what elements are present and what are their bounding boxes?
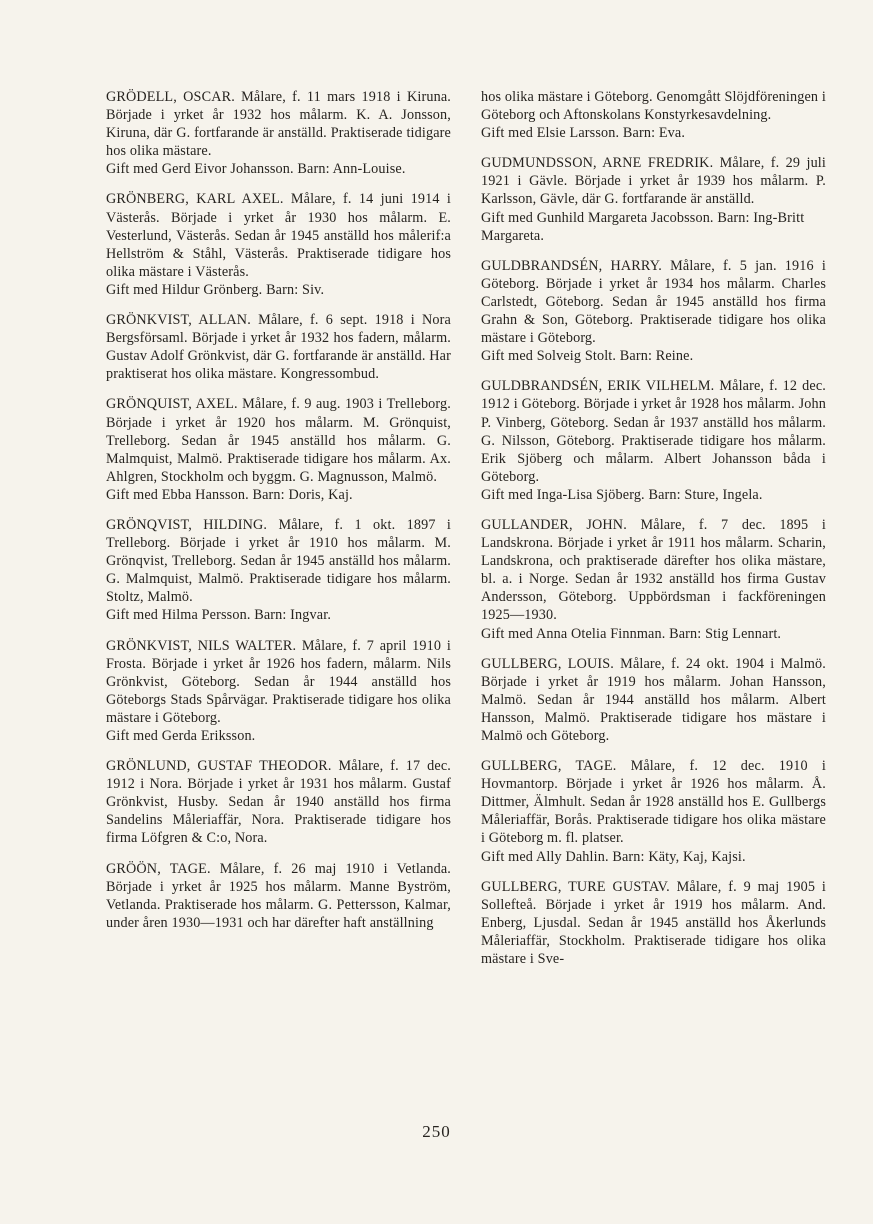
entry-family: Gift med Gerda Eriksson. (106, 728, 256, 744)
entry-family: Gift med Hilma Persson. Barn: Ingvar. (106, 607, 332, 624)
biography-entry (481, 757, 826, 866)
entry-text: GRÖNBERG, KARL AXEL. Målare, f. 14 juni 1914 i Västerås. Började i yrket år 1930 hos målarm. E. Vesterlund, Västerås. Sedan år 1945 anställd hos målerif:a Hellström & Ståhl, Västerås. Praktiserade tidigare hos olika mästare i Västerås. (106, 191, 451, 280)
biography-entry (481, 878, 826, 968)
biography-entry (481, 655, 826, 745)
biography-entry-continued (481, 88, 826, 142)
entry-text: GRÖÖN, TAGE. Målare, f. 26 maj 1910 i Vetlanda. Började i yrket år 1925 hos målarm. Manne Byström, Vetlanda. Praktiserade hos målarm. G. Pettersson, Kalmar, under åren 1930—1931 och har därefter haft anställning (106, 860, 451, 931)
entry-text: GULLBERG, TAGE. Målare, f. 12 dec. 1910 i Hovmantorp. Började i yrket år 1926 hos målarm. Å. Dittmer, Älmhult. Sedan år 1928 anställd hos E. Gullbergs Måleriaffär, Borås. Praktiserade tidigare hos olika mästare i Göteborg m. fl. platser. (481, 758, 826, 847)
entry-family: Gift med Solveig Stolt. Barn: Reine. (481, 348, 694, 365)
entry-family: Gift med Gunhild Margareta Jacobsson. Barn: Ing-Britt Margareta. (481, 209, 805, 244)
biography-entry (481, 516, 826, 643)
entry-family: Gift med Ally Dahlin. Barn: Käty, Kaj, Kajsi. (481, 848, 746, 865)
biography-entry (106, 311, 451, 383)
biography-entry (481, 377, 826, 504)
biography-entry (106, 516, 451, 625)
entry-text: GRÖDELL, OSCAR. Målare, f. 11 mars 1918 i Kiruna. Började i yrket år 1932 hos målarm. K. A. Jonsson, Kiruna, där G. fortfarande är anställd. Praktiserade tidigare hos olika mästare. (106, 89, 451, 160)
biography-entry (106, 88, 451, 178)
biography-entry (481, 154, 826, 244)
entry-text: GULLBERG, LOUIS. Målare, f. 24 okt. 1904 i Malmö. Började i yrket år 1919 hos målarm. Johan Hansson, Malmö. Sedan år 1944 anställd hos målarm. Albert Hansson, Malmö. Praktiserade tidigare hos mästare i Malmö och Göteborg. (481, 655, 826, 744)
entry-text: GULLBERG, TURE GUSTAV. Målare, f. 9 maj 1905 i Sollefteå. Började i yrket år 1919 hos målarm. And. Enberg, Ljusdal. Sedan år 1945 anställd hos Åkerlunds Måleriaffär, Stockholm. Praktiserade tidigare hos olika mästare i Sve- (481, 878, 826, 968)
entry-family: Gift med Ebba Hansson. Barn: Doris, Kaj. (106, 486, 353, 503)
entry-text: GULDBRANDSÉN, HARRY. Målare, f. 5 jan. 1916 i Göteborg. Började i yrket år 1934 hos målarm. Charles Carlstedt, Göteborg. Sedan år 1945 anställd hos firma Grahn & Son, Göteborg. Praktiserade tidigare hos olika mästare i Göteborg. (481, 257, 826, 347)
entry-family: Gift med Gerd Eivor Johansson. Barn: Ann-Louise. (106, 161, 406, 178)
left-column (106, 88, 451, 944)
entry-text: GRÖNKVIST, ALLAN. Målare, f. 6 sept. 1918 i Nora Bergsförsaml. Började i yrket år 1932 hos fadern, målarm. Gustav Adolf Grönkvist, där G. fortfarande är anställd. Har praktiserat hos olika mästare. Kongressombud. (106, 312, 451, 383)
biography-entry (106, 395, 451, 504)
entry-text: GULDBRANDSÉN, ERIK VILHELM. Målare, f. 12 dec. 1912 i Göteborg. Började i yrket år 1928 hos målarm. John P. Vinberg, Göteborg. Sedan år 1937 anställd hos målarm. G. Nilsson, Göteborg. Praktiserade tidigare hos målarm. Erik Sjöberg och målarm. Albert Johansson båda i Göteborg. (481, 378, 826, 485)
biography-entry (106, 757, 451, 847)
biography-entry (481, 257, 826, 366)
entry-text: GRÖNKVIST, NILS WALTER. Målare, f. 7 april 1910 i Frosta. Började i yrket år 1926 hos fadern, målarm. Nils Grönkvist, Göteborg. Sedan år 1944 anställd hos Göteborgs Stads Spårvägar. Praktiserade tidigare hos olika mästare i Göteborg. (106, 637, 451, 726)
biography-entry (106, 860, 451, 932)
entry-text: GUDMUNDSSON, ARNE FREDRIK. Målare, f. 29 juli 1921 i Gävle. Började i yrket år 1939 hos målarm. P. Karlsson, Gävle, där G. fortfarande är anställd. (481, 155, 826, 208)
entry-text: GULLANDER, JOHN. Målare, f. 7 dec. 1895 i Landskrona. Började i yrket år 1911 hos målarm. Scharin, Landskrona, och praktiserade därefter hos olika mästare, bl. a. i Norge. Sedan år 1932 anställd hos firma Gustav Andersson, Göteborg. Uppbördsman i fackföreningen 1925—1930. (481, 516, 826, 624)
entry-text: GRÖNQVIST, HILDING. Målare, f. 1 okt. 1897 i Trelleborg. Började i yrket år 1910 hos målarm. M. Grönqvist, Trelleborg. Sedan år 1945 anställd hos målarm. G. Malmquist, Malmö. Praktiserade tidigare hos målarm. Stoltz, Malmö. (106, 516, 451, 606)
entry-text: GRÖNLUND, GUSTAF THEODOR. Målare, f. 17 dec. 1912 i Nora. Började i yrket år 1931 hos målarm. Gustaf Grönkvist, Husby. Sedan år 1940 anställd hos firma Sandelins Måleriaffär, Nora. Praktiserade tidigare hos firma Löfgren & C:o, Nora. (106, 758, 451, 847)
entry-family: Gift med Inga-Lisa Sjöberg. Barn: Sture, Ingela. (481, 486, 763, 503)
entry-text: GRÖNQUIST, AXEL. Målare, f. 9 aug. 1903 i Trelleborg. Började i yrket år 1920 hos målarm. M. Grönquist, Trelleborg. Sedan år 1945 anställd hos målarm. G. Malmquist, Malmö. Praktiserade tidigare hos målarm. Ax. Ahlgren, Stockholm och byggm. G. Magnusson, Malmö. (106, 396, 451, 485)
right-column (481, 88, 826, 980)
entry-family: Gift med Elsie Larsson. Barn: Eva. (481, 125, 686, 142)
biography-entry (106, 190, 451, 299)
entry-text: hos olika mästare i Göteborg. Genomgått Slöjdföreningen i Göteborg och Aftonskolans Konstyrkesavdelning. (481, 89, 826, 124)
page-number: 250 (422, 1122, 451, 1141)
entry-family: Gift med Anna Otelia Finnman. Barn: Stig Lennart. (481, 625, 782, 642)
entry-family: Gift med Hildur Grönberg. Barn: Siv. (106, 281, 325, 298)
biography-entry (106, 637, 451, 746)
